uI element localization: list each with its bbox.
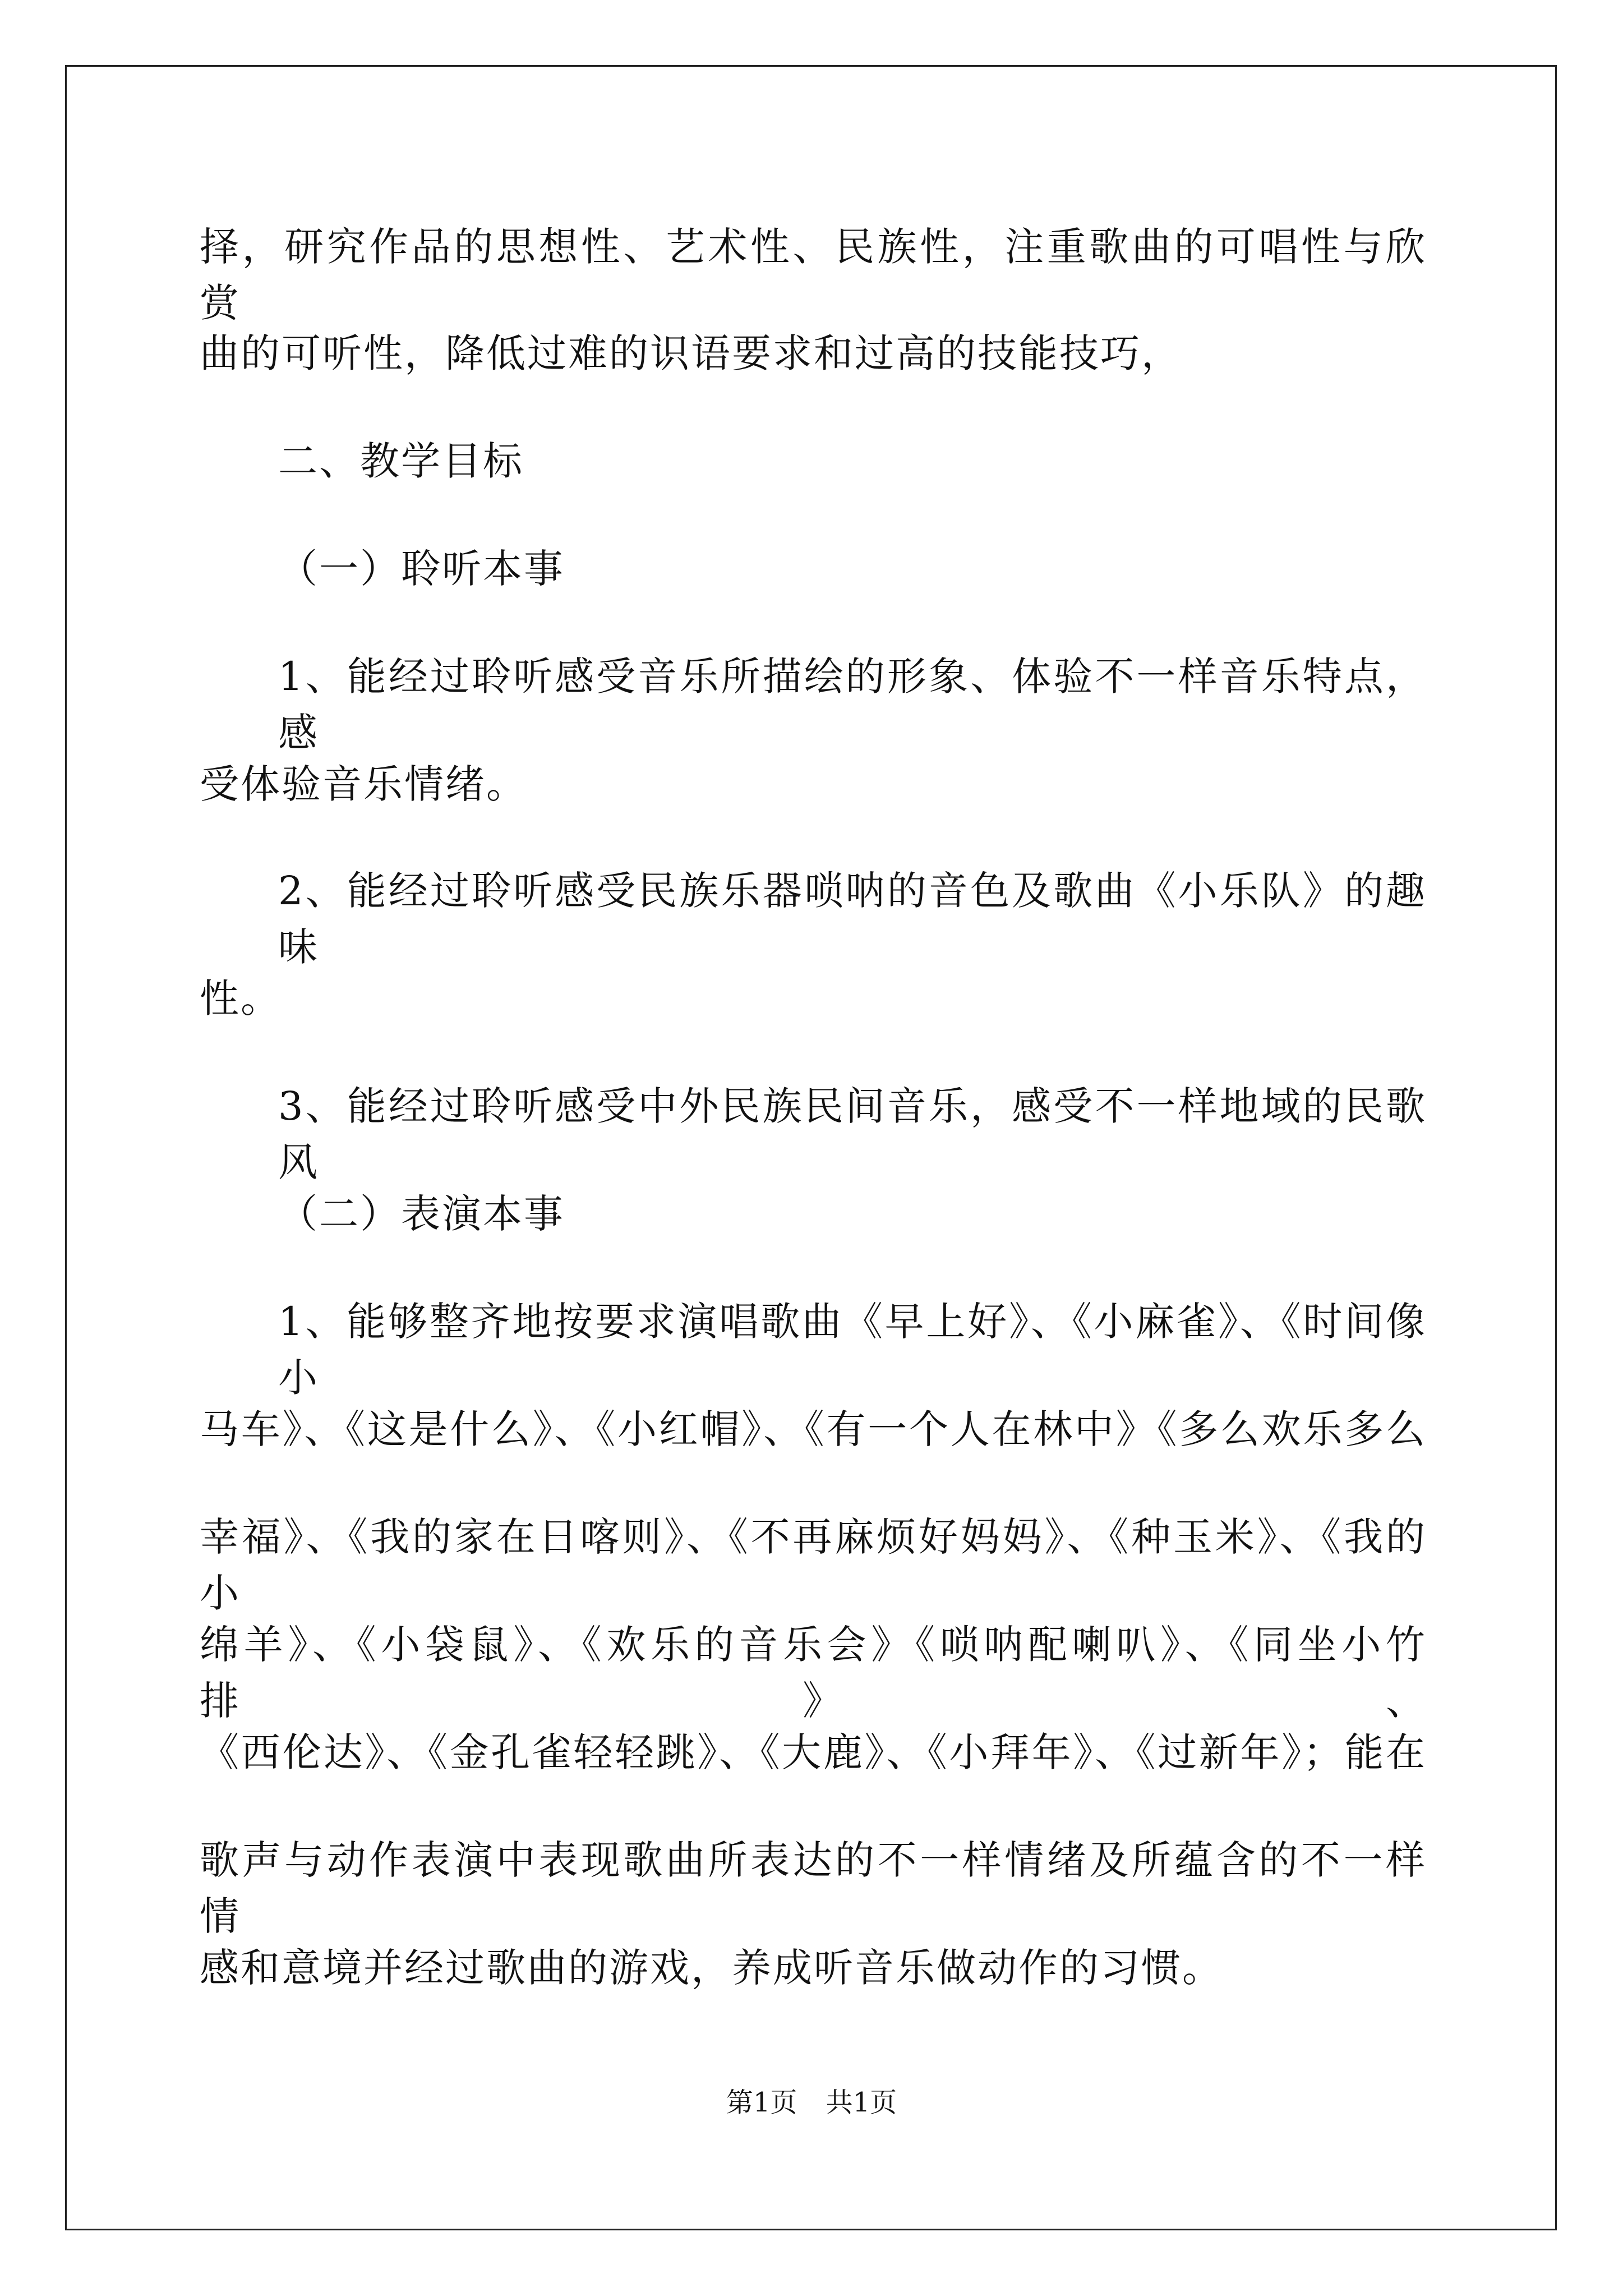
paragraph-line: 《西伦达》、《金孔雀轻轻跳》、《大鹿》、《小拜年》、《过新年》；能在: [200, 1729, 1427, 1775]
paragraph-line: 1、能够整齐地按要求演唱歌曲《早上好》、《小麻雀》、《时间像小: [278, 1299, 1427, 1401]
paragraph-line: 绵羊》、《小袋鼠》、《欢乐的音乐会》《唢呐配喇叭》、《同坐小竹排》、: [200, 1622, 1427, 1724]
page-footer: [0, 2086, 1623, 2119]
paragraph-line: 幸福》、《我的家在日喀则》、《不再麻烦好妈妈》、《种玉米》、《我的小: [200, 1514, 1427, 1616]
section-heading: 二、教学目标: [278, 438, 524, 484]
paragraph-line: 3、能经过聆听感受中外民族民间音乐，感受不一样地域的民歌风: [278, 1083, 1427, 1185]
paragraph-line: 马车》、《这是什么》、《小红帽》、《有一个人在林中》《多么欢乐多么: [200, 1406, 1427, 1452]
paragraph-line: 受体验音乐情绪。: [200, 761, 527, 807]
paragraph-line: 1、能经过聆听感受音乐所描绘的形象、体验不一样音乐特点，感: [278, 654, 1427, 756]
paragraph-line: 择，研究作品的思想性、艺术性、民族性，注重歌曲的可唱性与欣赏: [200, 224, 1427, 326]
paragraph-line: 歌声与动作表演中表现歌曲所表达的不一样情绪及所蕴含的不一样情: [200, 1837, 1427, 1939]
page-number: 第1页: [726, 2087, 797, 2118]
paragraph-line: 性。: [200, 976, 282, 1022]
subsection-heading: （一）聆听本事: [278, 546, 565, 592]
paragraph-line: 2、能经过聆听感受民族乐器唢呐的音色及歌曲《小乐队》的趣味: [278, 868, 1427, 970]
subsection-heading: （二）表演本事: [278, 1191, 565, 1237]
page-total: 共1页: [826, 2087, 897, 2118]
paragraph-line: 曲的可听性，降低过难的识语要求和过高的技能技巧，: [200, 330, 1182, 376]
paragraph-line: 感和意境并经过歌曲的游戏，养成听音乐做动作的习惯。: [200, 1945, 1223, 1991]
